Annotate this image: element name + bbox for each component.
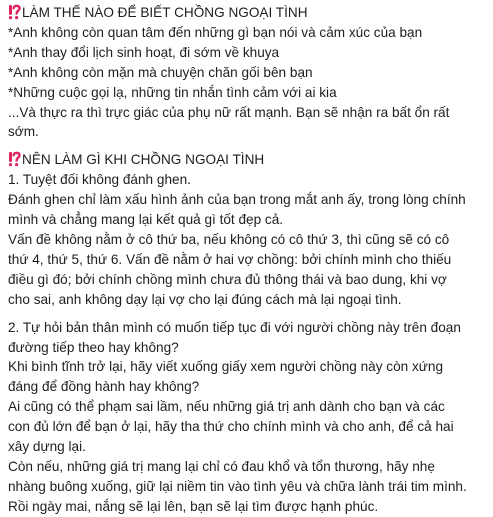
text-line: 1. Tuyệt đối không đánh ghen. — [8, 172, 191, 188]
text-line: Vấn đề không nằm ở cô thứ ba, nếu không có cô thứ 3, thì cũng sẽ có cô — [8, 231, 450, 247]
section-heading-1 — [8, 3, 485, 23]
text-line: 2. Tự hỏi bản thân mình có muốn tiếp tục đi với người chồng này trên đoạn — [8, 319, 461, 335]
section-title: NÊN LÀM GÌ KHI CHỒNG NGOẠI TÌNH — [22, 152, 265, 168]
exclamation-question-icon — [8, 4, 21, 20]
text-line: Khi bình tĩnh trở lại, hãy viết xuống giấy xem người chồng này còn xứng — [8, 359, 444, 375]
text-line: cho sai, anh không dạy lại vợ cho lại đúng cách mà lại ngoại tình. — [8, 291, 402, 307]
text-line: *Anh không còn quan tâm đến những gì bạn nói và cảm xúc của bạn — [8, 24, 423, 40]
text-line: *Những cuộc gọi lạ, những tin nhắn tình cảm với ai kia — [8, 84, 337, 100]
text-line: thứ 4, thứ 5, thứ 6. Vấn đề nằm ở hai vợ chồng: bởi chính mình cho thiếu — [8, 251, 452, 267]
text-line: xây dựng lại. — [8, 439, 86, 455]
text-line: *Anh không còn mặn mà chuyện chăn gối bên bạn — [8, 64, 313, 80]
text-line: Đánh ghen chỉ làm xấu hình ảnh của bạn trong mắt anh ấy, trong lòng chính — [8, 192, 466, 208]
text-line: đáng để đồng hành hay không? — [8, 379, 200, 395]
text-line: điều gì đó; bởi chính chồng mình chưa đủ thông thái và bao dung, khi vợ — [8, 271, 447, 287]
exclamation-question-icon — [8, 151, 21, 167]
text-line: con đủ lớn để bạn ở lại, hãy tha thứ cho chính mình và cho anh, để cả hai — [8, 419, 454, 435]
section-heading-2 — [8, 150, 485, 170]
text-line: nhàng buông xuống, giữ lại niềm tin vào tình yêu và chữa lành trái tim mình. — [8, 478, 467, 494]
paragraph-gap — [8, 142, 485, 150]
text-line: mình và chẳng mang lại kết quả gì tốt đẹp cả. — [8, 212, 284, 228]
text-line: Còn nếu, những giá trị mang lại chỉ có đau khổ và tổn thương, hãy nhẹ — [8, 458, 435, 474]
text-line: *Anh thay đổi lịch sinh hoạt, đi sớm về khuya — [8, 44, 280, 60]
text-line: sớm. — [8, 124, 39, 140]
text-line: Rồi ngày mai, nắng sẽ lại lên, bạn sẽ lại tìm được hạnh phúc. — [8, 498, 379, 514]
section-title: LÀM THẾ NÀO ĐỂ BIẾT CHỒNG NGOẠI TÌNH — [22, 5, 308, 20]
paragraph-gap — [8, 310, 485, 318]
text-line: ...Và thực ra thì trực giác của phụ nữ rất mạnh. Bạn sẽ nhận ra bất ổn rất — [8, 104, 450, 120]
text-line: Ai cũng có thể phạm sai lầm, nếu những giá trị anh dành cho bạn và các — [8, 399, 445, 415]
text-line: đường tiếp theo hay không? — [8, 339, 179, 355]
